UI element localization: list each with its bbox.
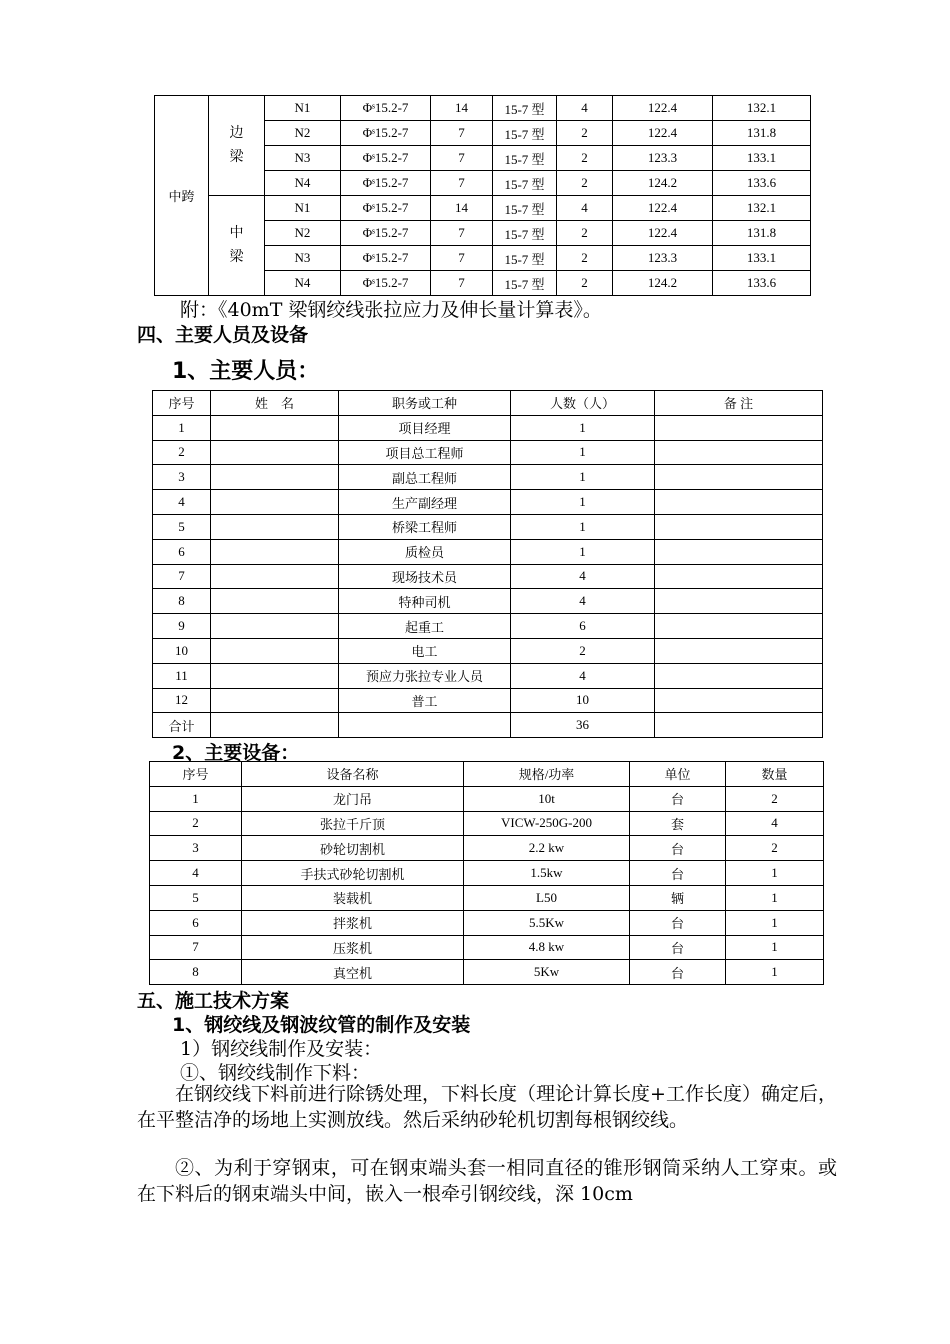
beam-type-cell: 中 梁: [209, 196, 265, 296]
table-cell: 桥梁工程师: [339, 514, 511, 539]
table-row: [153, 514, 823, 539]
table-cell: 2: [511, 638, 655, 663]
table-cell: 4: [511, 589, 655, 614]
table-row: [150, 836, 824, 861]
table-cell: 6: [511, 614, 655, 639]
table-cell: 3: [150, 836, 242, 861]
table-cell: 2: [557, 271, 613, 296]
table-cell: 14: [431, 96, 493, 121]
section-4-2-heading: 2、主要设备：: [172, 742, 300, 764]
table-cell: Φˢ15.2-7: [341, 171, 431, 196]
table-cell: N1: [265, 96, 341, 121]
table-cell: 5: [153, 514, 211, 539]
section-4-1-heading: 1、主要人员：: [172, 359, 320, 384]
table-row: [153, 713, 823, 738]
table-cell: 台: [630, 960, 726, 985]
table-cell: 1: [726, 861, 824, 886]
table-row: [153, 415, 823, 440]
table-cell: 124.2: [613, 171, 713, 196]
table-cell: Φˢ15.2-7: [341, 196, 431, 221]
table-cell: [655, 688, 823, 713]
table-cell: 7: [431, 121, 493, 146]
table-cell: 拌浆机: [242, 910, 464, 935]
appendix-note: 附：《40mT 梁钢绞线张拉应力及伸长量计算表》。: [180, 299, 602, 321]
table-cell: 7: [431, 271, 493, 296]
table-cell: Φˢ15.2-7: [341, 146, 431, 171]
table-cell: 项目经理: [339, 415, 511, 440]
table-row: [153, 539, 823, 564]
table-cell: [211, 688, 339, 713]
table-row: [153, 614, 823, 639]
table-cell: N3: [265, 146, 341, 171]
table-cell: [655, 415, 823, 440]
table-cell: [655, 514, 823, 539]
table-cell: 124.2: [613, 271, 713, 296]
table-cell: 132.1: [713, 96, 811, 121]
table-cell: 5.5Kw: [464, 910, 630, 935]
table-cell: [211, 440, 339, 465]
table-cell: 2: [557, 146, 613, 171]
table-cell: N4: [265, 171, 341, 196]
table-cell: [655, 564, 823, 589]
table-cell: [211, 713, 339, 738]
table-cell: 1: [511, 490, 655, 515]
table-cell: 122.4: [613, 221, 713, 246]
table-cell: 15-7 型: [493, 96, 557, 121]
table-cell: 36: [511, 713, 655, 738]
table-cell: 15-7 型: [493, 171, 557, 196]
table-cell: [211, 465, 339, 490]
table-cell: [655, 663, 823, 688]
table-cell: 14: [431, 196, 493, 221]
table-cell: [211, 490, 339, 515]
table-cell: 7: [431, 171, 493, 196]
table-cell: [211, 564, 339, 589]
table-cell: [211, 663, 339, 688]
table-cell: 1: [726, 910, 824, 935]
table-row: [153, 465, 823, 490]
table-cell: 6: [153, 539, 211, 564]
table-cell: N2: [265, 221, 341, 246]
table-cell: 2: [726, 836, 824, 861]
table-cell: [211, 589, 339, 614]
table-cell: 1.5kw: [464, 861, 630, 886]
table-cell: L50: [464, 885, 630, 910]
table-cell: 4: [150, 861, 242, 886]
table-cell: 2: [557, 246, 613, 271]
table-cell: 项目总工程师: [339, 440, 511, 465]
table-cell: 台: [630, 836, 726, 861]
table-cell: 1: [511, 514, 655, 539]
table-cell: 1: [726, 935, 824, 960]
table-cell: 122.4: [613, 96, 713, 121]
beam-type-cell: 边 梁: [209, 96, 265, 196]
table-row: [150, 811, 824, 836]
column-header: 设备名称: [242, 762, 464, 787]
table-cell: 3: [153, 465, 211, 490]
table-cell: 7: [150, 935, 242, 960]
table-row: [155, 96, 811, 121]
table-cell: 15-7 型: [493, 246, 557, 271]
table-cell: 15-7 型: [493, 146, 557, 171]
table-cell: 123.3: [613, 246, 713, 271]
paragraph-cutting: 在钢绞线下料前进行除锈处理，下料长度（理论计算长度+工作长度）确定后，在平整洁净的场地上实测放线。然后采纳砂轮机切割每根钢绞线。: [137, 1083, 837, 1131]
table-cell: 133.6: [713, 271, 811, 296]
column-header: 序号: [150, 762, 242, 787]
table-cell: 4: [511, 564, 655, 589]
table-row: [150, 786, 824, 811]
table-cell: 台: [630, 861, 726, 886]
table-cell: 15-7 型: [493, 271, 557, 296]
table-cell: 2: [153, 440, 211, 465]
table-cell: 4: [557, 196, 613, 221]
table-cell: [339, 713, 511, 738]
table-row: [150, 861, 824, 886]
table-cell: 122.4: [613, 196, 713, 221]
table-cell: N3: [265, 246, 341, 271]
table-cell: [655, 490, 823, 515]
table-cell: 12: [153, 688, 211, 713]
table-header-row: [150, 762, 824, 787]
table-cell: [655, 713, 823, 738]
table-cell: 台: [630, 910, 726, 935]
table-row: [150, 960, 824, 985]
table-cell: 普工: [339, 688, 511, 713]
table-cell: N4: [265, 271, 341, 296]
table-cell: Φˢ15.2-7: [341, 96, 431, 121]
table-row: [150, 885, 824, 910]
column-header: 单位: [630, 762, 726, 787]
table-row: [153, 564, 823, 589]
table-row: [153, 589, 823, 614]
table-cell: 4: [511, 663, 655, 688]
table-cell: [211, 614, 339, 639]
table-cell: 2: [557, 171, 613, 196]
table-cell: [655, 638, 823, 663]
table-cell: Φˢ15.2-7: [341, 221, 431, 246]
table-cell: 质检员: [339, 539, 511, 564]
table-row: [153, 688, 823, 713]
paragraph-threading: ②、为利于穿钢束，可在钢束端头套一相同直径的锥形钢筒采纳人工穿束。或在下料后的钢束端头中间，嵌入一根牵引钢绞线，深 10cm: [137, 1157, 837, 1205]
table-header-row: [153, 391, 823, 416]
table-row: [153, 440, 823, 465]
table-cell: [211, 638, 339, 663]
item-1-1-heading: ①、钢绞线制作下料：: [180, 1062, 371, 1084]
table-cell: [211, 415, 339, 440]
table-row: [153, 490, 823, 515]
table-cell: 10: [511, 688, 655, 713]
table-cell: 辆: [630, 885, 726, 910]
equipment-table: [149, 761, 824, 985]
table-cell: 2: [150, 811, 242, 836]
table-cell: 套: [630, 811, 726, 836]
table-cell: 15-7 型: [493, 121, 557, 146]
table-cell: 5Kw: [464, 960, 630, 985]
table-cell: 真空机: [242, 960, 464, 985]
table-cell: 4: [557, 96, 613, 121]
table-cell: 7: [431, 246, 493, 271]
table-cell: 压浆机: [242, 935, 464, 960]
table-cell: 133.1: [713, 246, 811, 271]
section-4-heading: 四、主要人员及设备: [137, 324, 309, 346]
table-cell: 123.3: [613, 146, 713, 171]
table-cell: 8: [150, 960, 242, 985]
table-cell: 手扶式砂轮切割机: [242, 861, 464, 886]
table-cell: 5: [150, 885, 242, 910]
table-cell: 生产副经理: [339, 490, 511, 515]
table-cell: 起重工: [339, 614, 511, 639]
table-cell: [211, 539, 339, 564]
table-cell: 4: [153, 490, 211, 515]
column-header: 人数（人）: [511, 391, 655, 416]
table-cell: 1: [150, 786, 242, 811]
personnel-table: [152, 390, 823, 738]
column-header: 备 注: [655, 391, 823, 416]
table-cell: 1: [511, 440, 655, 465]
table-cell: Φˢ15.2-7: [341, 121, 431, 146]
table-cell: 8: [153, 589, 211, 614]
table-cell: 龙门吊: [242, 786, 464, 811]
table-cell: 1: [511, 539, 655, 564]
table-cell: 1: [511, 465, 655, 490]
table-cell: [655, 440, 823, 465]
table-cell: Φˢ15.2-7: [341, 271, 431, 296]
table-cell: 7: [153, 564, 211, 589]
column-header: 职务或工种: [339, 391, 511, 416]
table-cell: 131.8: [713, 221, 811, 246]
table-cell: 122.4: [613, 121, 713, 146]
column-header: 规格/功率: [464, 762, 630, 787]
table-cell: 台: [630, 786, 726, 811]
table-cell: 6: [150, 910, 242, 935]
table-cell: 预应力张拉专业人员: [339, 663, 511, 688]
table-row: [155, 196, 811, 221]
table-cell: 10: [153, 638, 211, 663]
table-cell: 132.1: [713, 196, 811, 221]
table-row: [150, 910, 824, 935]
table-cell: 特种司机: [339, 589, 511, 614]
table-cell: 张拉千斤顶: [242, 811, 464, 836]
table-cell: 2.2 kw: [464, 836, 630, 861]
column-header: 数量: [726, 762, 824, 787]
tendon-table: [154, 95, 811, 296]
table-cell: 砂轮切割机: [242, 836, 464, 861]
table-cell: [655, 589, 823, 614]
table-cell: 9: [153, 614, 211, 639]
table-row: [150, 935, 824, 960]
table-cell: [655, 465, 823, 490]
table-cell: [655, 614, 823, 639]
table-cell: 2: [557, 121, 613, 146]
table-row: [153, 638, 823, 663]
table-cell: 副总工程师: [339, 465, 511, 490]
table-cell: N2: [265, 121, 341, 146]
section-5-1-heading: 1、钢绞线及钢波纹管的制作及安装: [172, 1014, 471, 1036]
column-header: 姓 名: [211, 391, 339, 416]
table-cell: 2: [557, 221, 613, 246]
table-cell: 装载机: [242, 885, 464, 910]
table-row: [153, 663, 823, 688]
table-cell: [655, 539, 823, 564]
column-header: 序号: [153, 391, 211, 416]
table-cell: 11: [153, 663, 211, 688]
span-cell: 中跨: [155, 96, 209, 296]
table-cell: 电工: [339, 638, 511, 663]
table-cell: 1: [726, 960, 824, 985]
table-cell: 131.8: [713, 121, 811, 146]
table-cell: 1: [726, 885, 824, 910]
table-cell: Φˢ15.2-7: [341, 246, 431, 271]
table-cell: N1: [265, 196, 341, 221]
table-cell: 合计: [153, 713, 211, 738]
table-cell: 2: [726, 786, 824, 811]
table-cell: 台: [630, 935, 726, 960]
section-5-heading: 五、施工技术方案: [137, 990, 290, 1012]
table-cell: 7: [431, 146, 493, 171]
table-cell: 133.6: [713, 171, 811, 196]
table-cell: 15-7 型: [493, 196, 557, 221]
table-cell: 1: [511, 415, 655, 440]
table-cell: VICW-250G-200: [464, 811, 630, 836]
table-cell: [211, 514, 339, 539]
table-cell: 现场技术员: [339, 564, 511, 589]
table-cell: 10t: [464, 786, 630, 811]
table-cell: 15-7 型: [493, 221, 557, 246]
table-cell: 4: [726, 811, 824, 836]
table-cell: 7: [431, 221, 493, 246]
item-1-heading: 1）钢绞线制作及安装：: [180, 1038, 383, 1060]
table-cell: 4.8 kw: [464, 935, 630, 960]
table-cell: 1: [153, 415, 211, 440]
table-cell: 133.1: [713, 146, 811, 171]
